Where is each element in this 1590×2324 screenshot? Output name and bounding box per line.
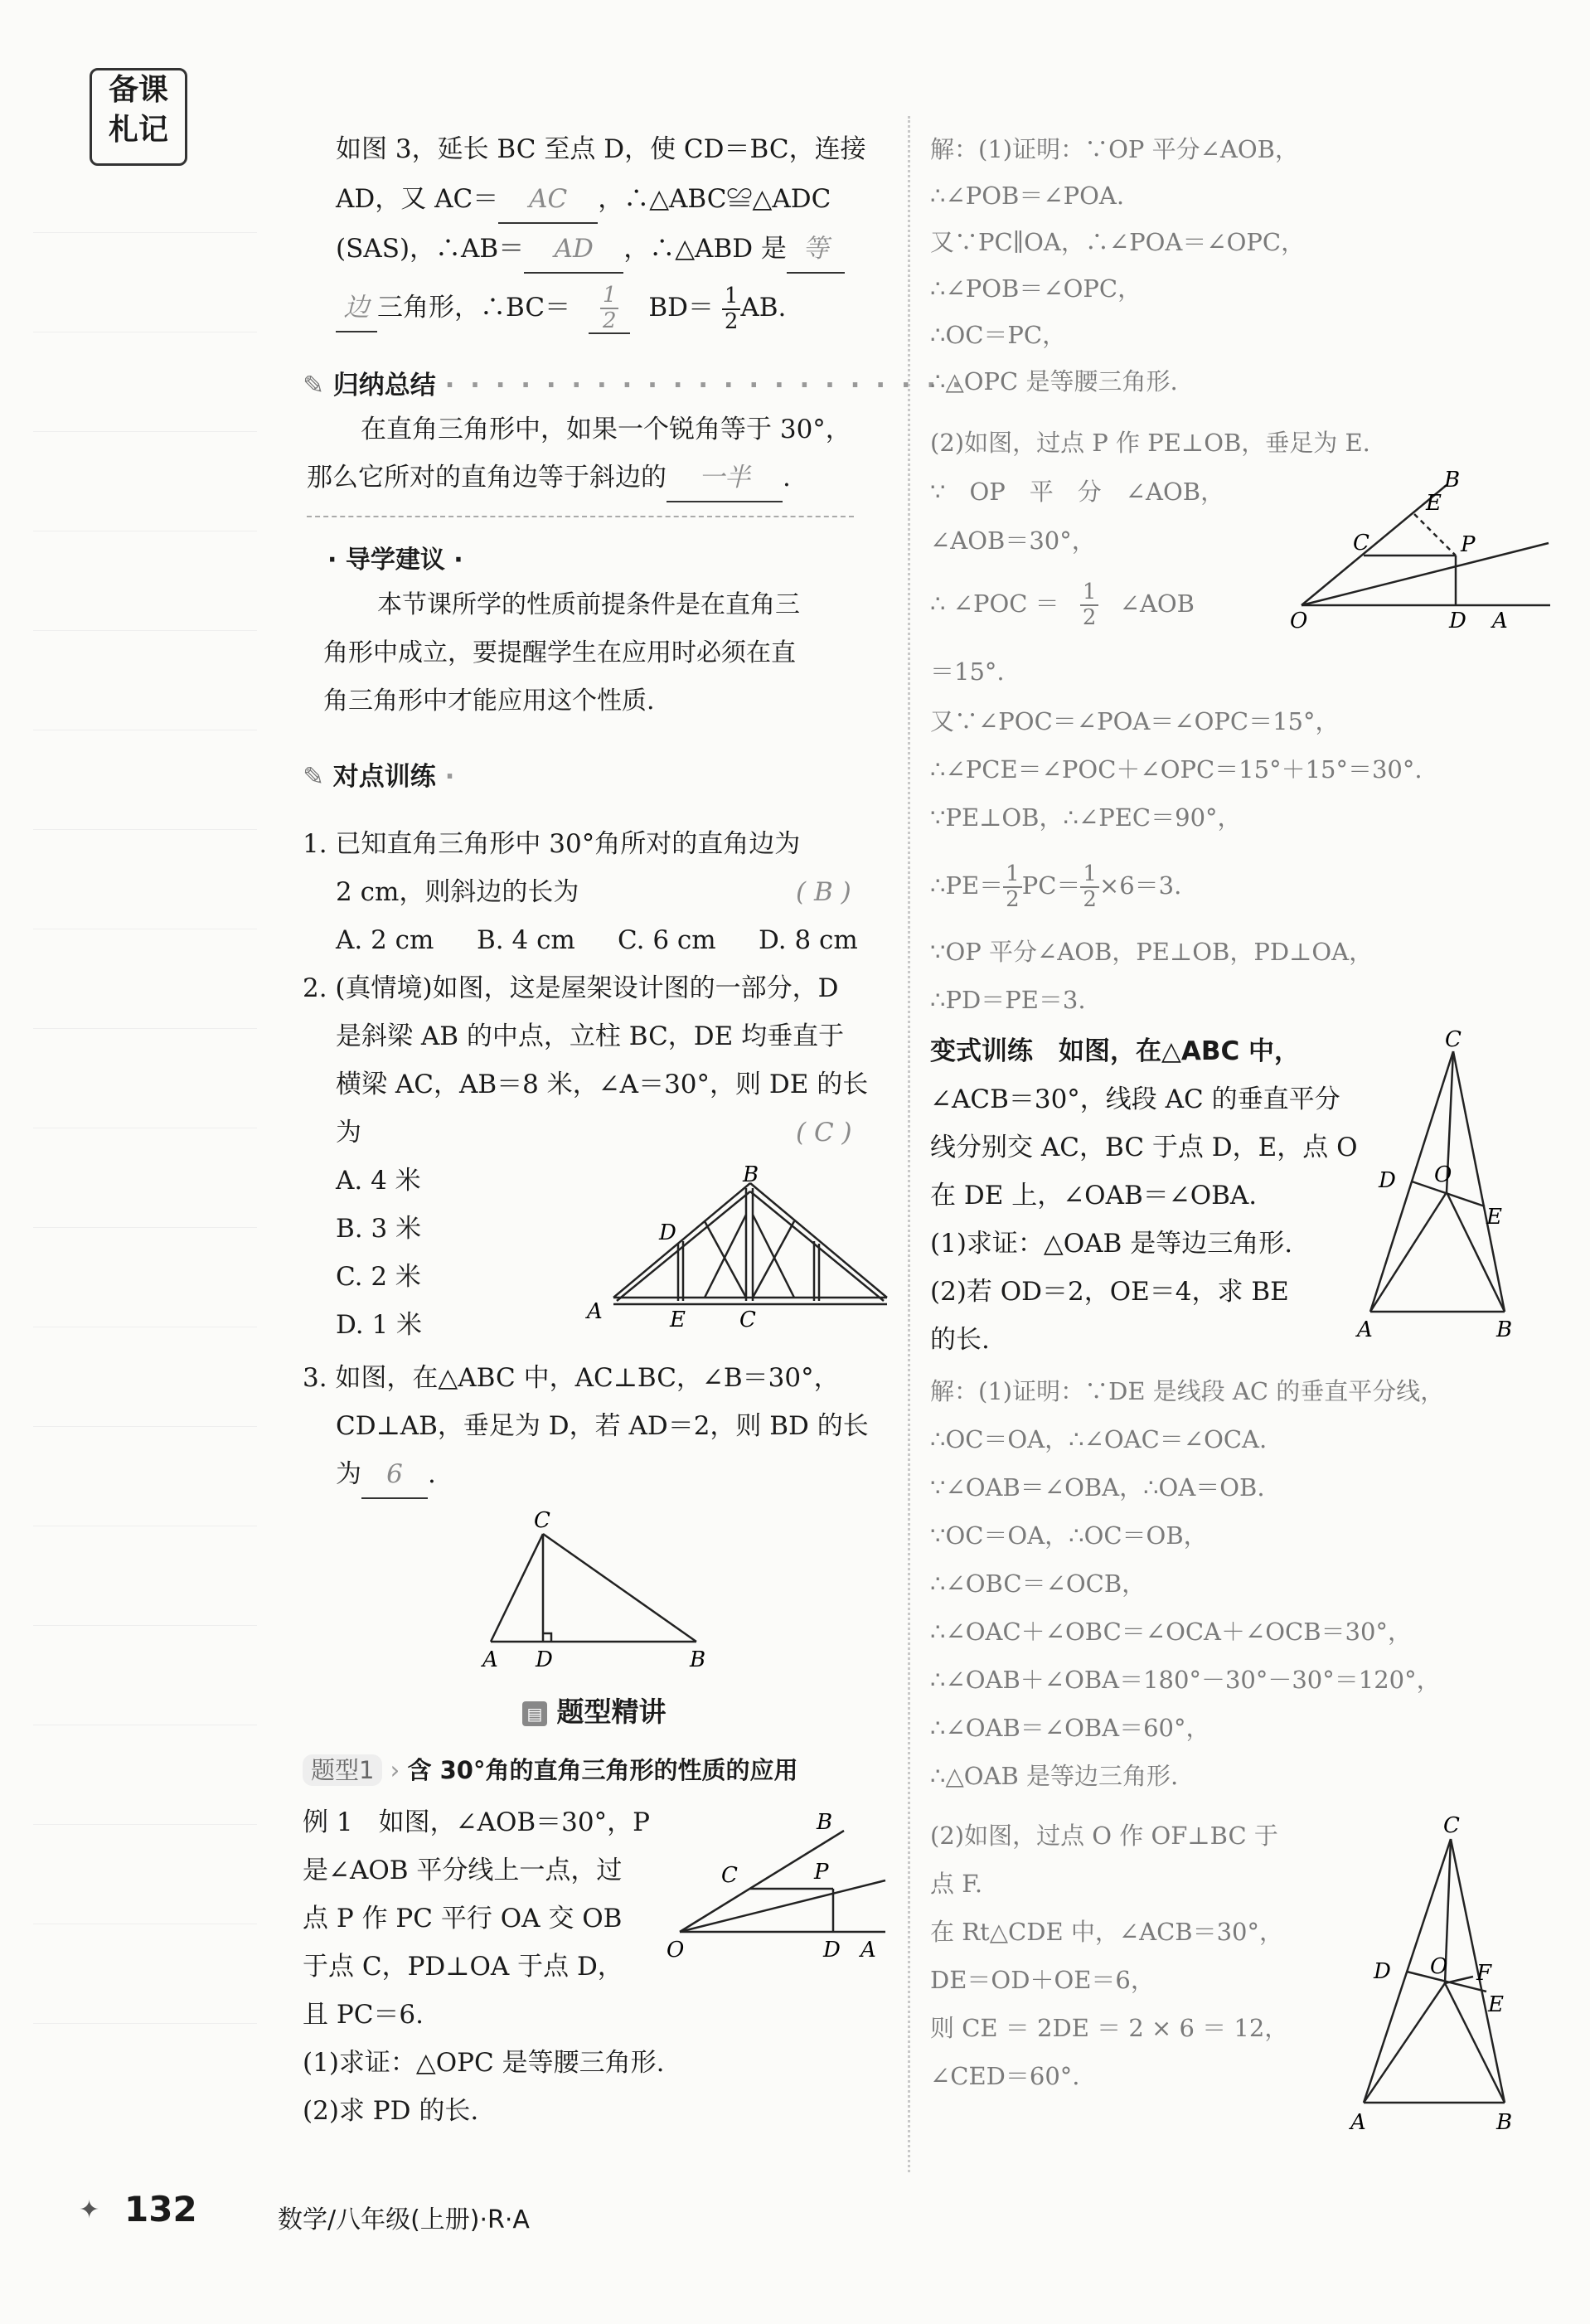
- variant-label-o: O: [1434, 1162, 1452, 1187]
- fraction-half-answer: [589, 284, 631, 334]
- q2-line-4: 为: [336, 1118, 361, 1147]
- frac-num: 1: [1003, 862, 1022, 888]
- guide-line-2: 角形中成立，要提醒学生在应用时必须在直: [323, 638, 796, 667]
- sol1-line-17: ∴PD＝PE＝3.: [930, 986, 1086, 1014]
- summary-line-2: 那么它所对的直角边等于斜边的 一半 .: [307, 454, 791, 502]
- q2-line-1: 2. (真情境)如图，这是屋架设计图的一部分，D: [303, 973, 839, 1003]
- variant-line-5: (1)求证：△OAB 是等边三角形.: [930, 1229, 1293, 1259]
- q3-line-2: CD⊥AB，垂足为 D，若 AD＝2，则 BD 的长: [336, 1411, 869, 1441]
- intro-line-1: 如图 3，延长 BC 至点 D，使 CD＝BC，连接: [336, 134, 866, 164]
- sol1-line-15: [930, 862, 1181, 912]
- solution2-figure: [1347, 1807, 1521, 2139]
- ex1-line-4: 于点 C，PD⊥OA 于点 D，: [303, 1952, 623, 1982]
- q2-option-c: C. 2 米: [336, 1262, 421, 1292]
- sol1-line-9: ∠AOB＝30°，: [930, 526, 1096, 555]
- sol2-line-12: 在 Rt△CDE 中，∠ACB＝30°，: [930, 1918, 1283, 1946]
- sol1-text: ×6＝3.: [1098, 871, 1182, 900]
- dots-decoration: · · · · · · · · · · · · · · · · · · · · ·: [444, 371, 965, 400]
- q3-label-a: A: [482, 1647, 498, 1672]
- intro-text: (SAS)，∴AB＝: [336, 234, 525, 264]
- sol1-text: ∠AOB: [1119, 589, 1195, 618]
- sol2-line-2: ∴OC＝OA，∴∠OAC＝∠OCA.: [930, 1425, 1268, 1453]
- ex1-line-1: 例 1 如图，∠AOB＝30°，P: [303, 1807, 650, 1837]
- ex1-line-5: 且 PC＝6.: [303, 2000, 424, 2030]
- sol2-label-e: E: [1488, 1992, 1504, 2017]
- fraction-half: [1080, 862, 1099, 911]
- summary-dash-divider: [307, 516, 854, 517]
- notes-badge: [90, 68, 187, 166]
- truss-label-d: D: [659, 1220, 676, 1245]
- sol1-label-c: C: [1353, 531, 1369, 556]
- q1-line-2: 2 cm，则斜边的长为: [336, 877, 579, 907]
- sol1-line-1: 解：(1)证明：∵OP 平分∠AOB，: [930, 135, 1299, 163]
- sol1-label-o: O: [1290, 609, 1308, 633]
- q1-option-b: B. 4 cm: [477, 925, 575, 955]
- solution1-figure: [1285, 468, 1558, 638]
- variant-line-4: 在 DE 上，∠OAB＝∠OBA.: [930, 1181, 1258, 1211]
- dot-decoration: ·: [444, 762, 455, 792]
- sol1-line-11: ＝15°.: [930, 657, 1005, 686]
- type-label: 题型1: [303, 1754, 382, 1786]
- sol1-line-5: ∴OC＝PC，: [930, 321, 1067, 349]
- fraction-half: [1080, 580, 1099, 629]
- sol1-line-8: ∵ OP 平 分 ∠AOB，: [930, 478, 1225, 506]
- ex1-label-p: P: [814, 1860, 829, 1885]
- q2-option-d: D. 1 米: [336, 1310, 423, 1340]
- section-title: 题型精讲: [556, 1696, 667, 1728]
- sol2-line-5: ∴∠OBC＝∠OCB，: [930, 1570, 1146, 1598]
- frac-num: 1: [1080, 580, 1099, 606]
- sol2-line-14: 则 CE ＝ 2DE ＝ 2 × 6 ＝ 12，: [930, 2014, 1289, 2042]
- variant-figure: [1347, 1028, 1521, 1343]
- blank-six: 6: [361, 1451, 428, 1499]
- sol2-line-6: ∴∠OAC＋∠OBC＝∠OCA＋∠OCB＝30°，: [930, 1618, 1412, 1646]
- frac-den: 2: [1083, 887, 1097, 912]
- sol2-line-9: ∴△OAB 是等边三角形.: [930, 1762, 1179, 1790]
- frac-num: 1: [600, 284, 619, 309]
- ex1-label-c: C: [721, 1863, 738, 1888]
- truss-label-c: C: [739, 1308, 756, 1331]
- variant-line-2: ∠ACB＝30°，线段 AC 的垂直平分: [930, 1084, 1340, 1114]
- intro-text: ，∴△ABC≌△ADC: [598, 184, 831, 214]
- summary-line-1: 在直角三角形中，如果一个锐角等于 30°，: [361, 415, 851, 444]
- page-number: 132: [124, 2189, 197, 2229]
- sol1-line-14: ∵PE⊥OB，∴∠PEC＝90°，: [930, 803, 1242, 832]
- type-title: 含 30°角的直角三角形的性质的应用: [407, 1756, 798, 1784]
- q3-line-1: 3. 如图，在△ABC 中，AC⊥BC，∠B＝30°，: [303, 1363, 840, 1393]
- intro-text: 三角形，∴BC＝: [377, 293, 571, 323]
- guide-line-3: 角三角形中才能应用这个性质.: [323, 687, 655, 716]
- truss-figure: [580, 1165, 895, 1331]
- chevron-right-icon: ›: [390, 1756, 400, 1784]
- sol2-label-d: D: [1374, 1959, 1391, 1984]
- q2-answer: ( C ): [796, 1118, 852, 1147]
- variant-label-c: C: [1445, 1028, 1462, 1052]
- ex1-line-6: (1)求证：△OPC 是等腰三角形.: [303, 2048, 665, 2078]
- truss-label-b: B: [743, 1165, 759, 1187]
- frac-den: 2: [602, 308, 617, 333]
- q2-line-2: 是斜梁 AB 的中点，立柱 BC，DE 均垂直于: [336, 1021, 845, 1051]
- pencil-icon: ✎: [303, 762, 324, 792]
- guide-line-1: 本节课所学的性质前提条件是在直角三: [377, 590, 800, 619]
- variant-title: 变式训练 如图，在△ABC 中，: [930, 1036, 1301, 1066]
- q3-line-3: 为 6 .: [336, 1451, 436, 1499]
- frac-den: 2: [1082, 605, 1097, 630]
- sol2-line-15: ∠CED＝60°.: [930, 2062, 1080, 2090]
- intro-text: ，∴△ABD 是: [623, 234, 787, 264]
- q2-line-3: 横梁 AC，AB＝8 米，∠A＝30°，则 DE 的长: [336, 1070, 869, 1099]
- frac-num: 1: [1080, 862, 1099, 888]
- section-heading: [522, 1691, 667, 1733]
- example1-figure: [663, 1807, 895, 1973]
- variant-label-e: E: [1486, 1205, 1502, 1230]
- sol1-label-e: E: [1426, 491, 1442, 516]
- q3-text: 为: [336, 1459, 361, 1489]
- q1-option-c: C. 6 cm: [618, 925, 716, 955]
- sol1-label-d: D: [1449, 609, 1466, 633]
- blank-ac: AC: [498, 176, 598, 224]
- sol2-label-a: A: [1350, 2110, 1366, 2135]
- q3-label-b: B: [690, 1647, 706, 1672]
- summary-title: 归纳总结: [332, 371, 436, 400]
- blank-deng: 等: [787, 226, 845, 274]
- ex1-line-7: (2)求 PD 的长.: [303, 2096, 479, 2126]
- summary-text: 那么它所对的直角边等于斜边的: [307, 463, 667, 492]
- q2-option-a: A. 4 米: [336, 1166, 421, 1196]
- sol2-line-1: 解：(1)证明：∵DE 是线段 AC 的垂直平分线，: [930, 1377, 1445, 1405]
- sol2-line-8: ∴∠OAB＝∠OBA＝60°，: [930, 1714, 1210, 1742]
- pencil-icon: ✎: [303, 371, 324, 400]
- variant-label-a: A: [1357, 1317, 1373, 1342]
- sol2-line-3: ∵∠OAB＝∠OBA，∴OA＝OB.: [930, 1473, 1265, 1502]
- frac-den: 2: [724, 308, 739, 334]
- book-title: 数学/八年级(上册)·R·A: [278, 2205, 530, 2234]
- sol2-line-13: DE＝OD＋OE＝6，: [930, 1966, 1155, 1994]
- sol1-text: ∴ ∠POC ＝: [930, 589, 1059, 618]
- sol2-line-11: 点 F.: [930, 1870, 983, 1898]
- q1-line-1: 1. 已知直角三角形中 30°角所对的直角边为: [303, 829, 801, 859]
- variant-line-3: 线分别交 AC，BC 于点 D，E，点 O: [930, 1133, 1358, 1162]
- intro-line-3: [336, 226, 845, 274]
- blank-bian: 边: [336, 284, 377, 332]
- column-divider: [908, 116, 910, 2172]
- variant-line-6: (2)若 OD＝2，OE＝4，求 BE: [930, 1277, 1289, 1307]
- q1-option-a: A. 2 cm: [336, 925, 434, 955]
- intro-text: AB.: [740, 293, 787, 323]
- intro-line-4: [336, 284, 786, 334]
- sol2-label-b: B: [1496, 2110, 1513, 2135]
- sol2-line-7: ∴∠OAB＋∠OBA＝180°－30°－30°＝120°，: [930, 1666, 1441, 1694]
- sol2-line-4: ∵OC＝OA，∴OC＝OB，: [930, 1521, 1208, 1550]
- blank-half: 一半: [667, 454, 783, 502]
- sol1-line-13: ∴∠PCE＝∠POC＋∠OPC＝15°＋15°＝30°.: [930, 755, 1423, 784]
- intro-line-2: [336, 176, 831, 224]
- variant-line-1: [930, 1028, 1300, 1075]
- fraction-half: [1003, 862, 1022, 911]
- sol1-line-2: ∴∠POB＝∠POA.: [930, 182, 1125, 210]
- variant-label-d: D: [1379, 1168, 1396, 1193]
- intro-text: AD，又 AC＝: [336, 184, 499, 214]
- sol1-label-a: A: [1492, 609, 1508, 633]
- variant-line-7: 的长.: [930, 1325, 990, 1355]
- training-heading: [303, 756, 454, 798]
- q3-label-c: C: [534, 1509, 550, 1533]
- frac-num: 1: [722, 284, 741, 310]
- truss-label-e: E: [670, 1308, 686, 1331]
- blank-ad: AD: [524, 226, 623, 274]
- ex1-label-o: O: [667, 1938, 685, 1963]
- fraction-half: [722, 284, 741, 333]
- sol1-line-12: 又∵∠POC＝∠POA＝∠OPC＝15°，: [930, 707, 1340, 735]
- ex1-line-2: 是∠AOB 平分线上一点，过: [303, 1856, 623, 1885]
- intro-text: BD＝: [648, 293, 714, 323]
- training-title: 对点训练: [332, 762, 436, 792]
- sol1-line-10: [930, 580, 1195, 630]
- variant-label-b: B: [1496, 1317, 1513, 1342]
- badge-line1: 备课: [108, 73, 168, 107]
- summary-heading: [303, 365, 965, 406]
- type-heading: [303, 1749, 797, 1791]
- ex1-label-a: A: [860, 1938, 876, 1963]
- sol1-line-4: ∴∠POB＝∠OPC，: [930, 274, 1142, 303]
- ex1-label-b: B: [817, 1810, 833, 1835]
- guide-title: · 导学建议 ·: [327, 546, 463, 575]
- sol1-line-7: (2)如图，过点 P 作 PE⊥OB，垂足为 E.: [930, 429, 1370, 457]
- badge-line2: 札记: [108, 113, 168, 147]
- frac-den: 2: [1006, 887, 1020, 912]
- book-icon: ▤: [522, 1701, 547, 1726]
- q1-answer: ( B ): [796, 877, 851, 907]
- sol1-line-16: ∵OP 平分∠AOB，PE⊥OB，PD⊥OA，: [930, 938, 1374, 966]
- sol2-label-c: C: [1443, 1813, 1460, 1838]
- sol1-line-3: 又∵PC∥OA，∴∠POA＝∠OPC，: [930, 228, 1306, 256]
- sol1-label-p: P: [1461, 532, 1476, 557]
- page-corner-decoration: ✦: [79, 2195, 100, 2225]
- sol1-text: PC＝: [1021, 871, 1081, 900]
- sol2-label-o: O: [1430, 1954, 1448, 1979]
- q3-label-d: D: [536, 1647, 553, 1672]
- q2-option-b: B. 3 米: [336, 1214, 422, 1244]
- q1-option-d: D. 8 cm: [759, 925, 858, 955]
- sol1-label-b: B: [1444, 468, 1461, 492]
- sol2-label-f: F: [1476, 1961, 1492, 1986]
- sol2-line-10: (2)如图，过点 O 作 OF⊥BC 于: [930, 1822, 1278, 1850]
- ex1-line-3: 点 P 作 PC 平行 OA 交 OB: [303, 1904, 623, 1933]
- q3-triangle-figure: [473, 1509, 721, 1675]
- ex1-label-d: D: [823, 1938, 841, 1963]
- truss-label-a: A: [587, 1299, 603, 1324]
- sol1-line-6: ∴△OPC 是等腰三角形.: [930, 367, 1178, 395]
- sol1-text: ∴PE＝: [930, 871, 1004, 900]
